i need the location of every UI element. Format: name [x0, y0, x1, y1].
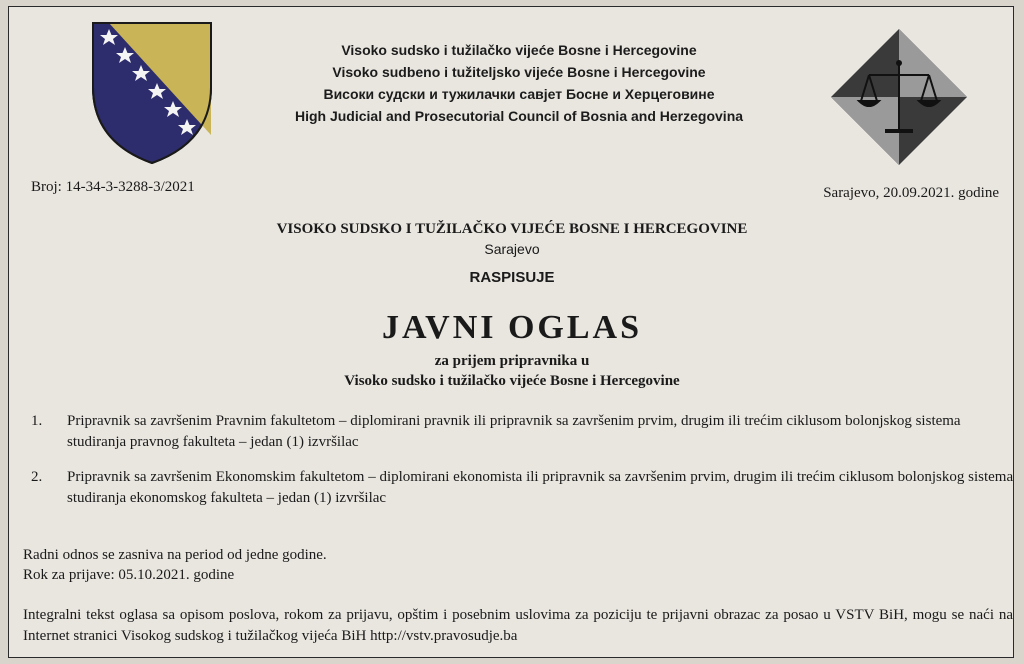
institution-name-serbian: Високи судски и тужилачки савјет Босне и Херцеговине [323, 86, 715, 102]
list-item-number: 1. [31, 413, 43, 429]
action-heading: RASPISUJE [469, 269, 555, 286]
institution-name-english: High Judicial and Prosecutorial Council of Bosnia and Herzegovina [294, 108, 744, 124]
list-item-text: Pripravnik sa završenim Pravnim fakultetom – diplomirani pravnik ili pripravnik sa završenim prvim, drugim ili trećim ciklusom bolonjskog sistema studiranja pravnog fakulteta – jedan (1) izvršilac [67, 413, 961, 450]
employment-duration: Radni odnos se zasniva na period od jedne godine. [23, 547, 327, 563]
city: Sarajevo [484, 241, 540, 257]
institution-name-croatian: Visoko sudbeno i tužiteljsko vijeće Bosne i Hercegovine [332, 64, 706, 80]
info-paragraph: Integralni tekst oglasa sa opisom poslova, rokom za prijavu, opštim i posebnim uslovima za poziciju te prijavni obrazac za posao u VSTV BiH, mogu se naći na Internet stranici Visokog sudskog i tužilačkog vijeća BiH http://vstv.pravosudje.ba [23, 607, 1013, 644]
scales-of-justice-icon [829, 27, 969, 167]
list-item [25, 411, 1015, 453]
newspaper-announcement [8, 6, 1014, 658]
institution-names [249, 39, 789, 127]
list-item [25, 467, 1015, 509]
positions-list [25, 411, 1015, 523]
institution-name-bosnian: Visoko sudsko i tužilačko vijeće Bosne i Hercegovine [341, 42, 697, 58]
subtitle-line-2: Visoko sudsko i tužilačko vijeće Bosne i Hercegovine [344, 373, 680, 389]
bih-coat-of-arms-icon [87, 17, 217, 167]
place-date: Sarajevo, 20.09.2021. godine [823, 185, 999, 201]
reference-number: Broj: 14-34-3-3288-3/2021 [31, 179, 195, 195]
organization-name: VISOKO SUDSKO I TUŽILAČKO VIJEĆE BOSNE I HERCEGOVINE [276, 221, 748, 237]
list-item-number: 2. [31, 469, 43, 485]
page-title: JAVNI OGLAS [381, 309, 643, 346]
subtitle-line-1: za prijem pripravnika u [434, 353, 590, 369]
list-item-text: Pripravnik sa završenim Ekonomskim fakultetom – diplomirani ekonomista ili pripravnik sa završenim prvim, drugim ili trećim ciklusom bolonjskog sistema studiranja ekonomskog fakulteta – jedan (1) izvršilac [67, 469, 1014, 506]
application-deadline: Rok za prijave: 05.10.2021. godine [23, 567, 235, 583]
